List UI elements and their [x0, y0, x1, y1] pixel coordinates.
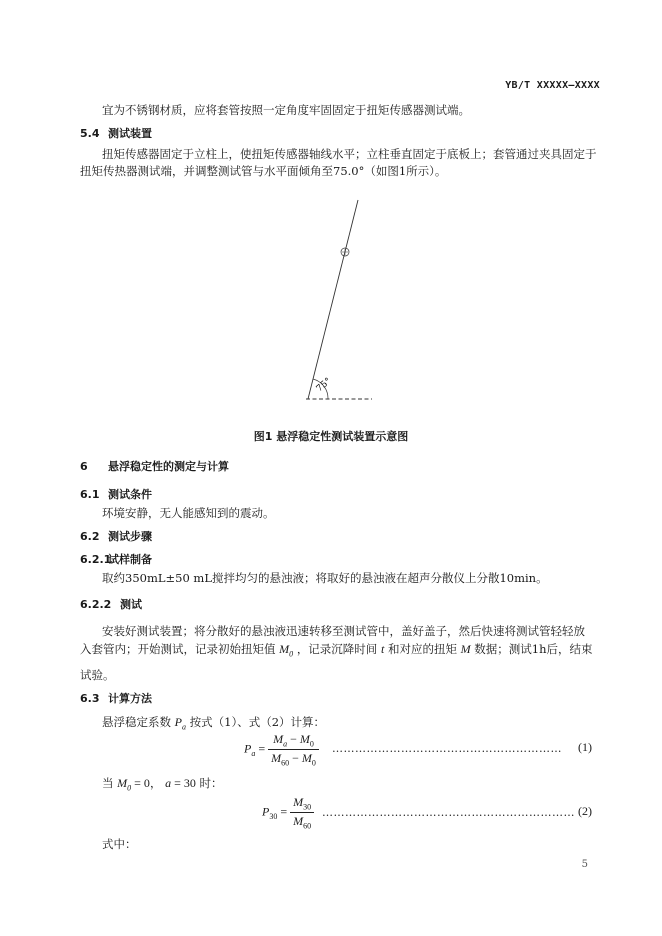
s622-line2: 入套管内；开始测试，记录初始扭矩值 $M_0$ ，记录沉降时间 t 和对应的扭矩 M 数据；测试1h后，结束 — [80, 642, 593, 659]
standard-code-header: YB/T XXXXX—XXXX — [505, 80, 600, 91]
var-m: M — [460, 642, 471, 656]
formula-1-label: (1) — [578, 740, 592, 754]
section-title: 测试 — [120, 598, 142, 611]
s63-intro: 悬浮稳定系数 $P_a$ 按式（1）、式（2）计算： — [102, 715, 326, 732]
formula-2: $P_{30}$ = $\frac{M_{30}}{M_{60}}$ — [262, 795, 314, 831]
section-6-1-heading — [80, 486, 152, 502]
angle-label: 75° — [314, 376, 334, 395]
section-number: 6 — [80, 460, 88, 473]
s54-text-line1: 扭矩传感器固定于立柱上，使扭矩传感器轴线水平；立柱垂直固定于底板上；套管通过夹具固定于 — [102, 147, 597, 161]
section-number: 6.3 — [80, 692, 100, 705]
section-6-2-2-heading — [80, 596, 142, 612]
paragraph-continuation: 宜为不锈钢材质，应将套管按照一定角度牢固固定于扭矩传感器测试端。 — [102, 103, 470, 117]
section-6-heading — [80, 458, 229, 474]
test-apparatus-figure — [300, 195, 380, 410]
var-pa: $P_a$ — [174, 715, 186, 732]
formula-1: $P_a$ = $\frac{M_a - M_0}{M_{60} - M_0}$ — [244, 732, 319, 768]
section-number: 6.2 — [80, 530, 100, 543]
formula-1-leader: …………………………………………………… — [332, 742, 562, 755]
section-6-2-1-heading — [80, 551, 152, 567]
s622-line1: 安装好测试装置；将分散好的悬浊液迅速转移至测试管中，盖好盖子，然后快速将测试管轻轻放 — [102, 624, 585, 638]
section-title: 试样制备 — [108, 553, 152, 566]
section-title: 计算方法 — [108, 692, 152, 705]
section-title: 悬浮稳定性的测定与计算 — [108, 460, 229, 473]
section-5-4-heading — [80, 125, 152, 141]
where-label: 式中： — [102, 837, 137, 851]
page-number: 5 — [581, 859, 588, 870]
section-title: 测试条件 — [108, 488, 152, 501]
section-6-2-heading — [80, 528, 152, 544]
var-t: t — [380, 642, 385, 656]
section-number: 6.1 — [80, 488, 100, 501]
formula-2-label: (2) — [578, 804, 592, 818]
condition-line: 当 $M_0 = 0$， a = 30 时： — [102, 776, 223, 793]
section-title: 测试步骤 — [108, 530, 152, 543]
formula-1-fraction: $\frac{M_a - M_0}{M_{60} - M_0}$ — [268, 732, 319, 768]
s61-text: 环境安静，无人能感知到的震动。 — [102, 506, 275, 520]
section-title: 测试装置 — [108, 127, 152, 140]
figure-caption: 图1 悬浮稳定性测试装置示意图 — [253, 430, 409, 443]
section-6-3-heading — [80, 690, 152, 706]
section-number: 6.2.1 — [80, 553, 112, 566]
section-number: 5.4 — [80, 127, 100, 140]
test-tube-line — [308, 200, 358, 399]
section-number: 6.2.2 — [80, 598, 112, 611]
formula-2-fraction: $\frac{M_{30}}{M_{60}}$ — [290, 795, 314, 831]
s622-line3: 试验。 — [80, 668, 115, 682]
formula-2-leader: ………………………………………………………… — [322, 806, 575, 819]
s621-text: 取约350mL±50 mL搅拌均匀的悬浊液；将取好的悬浊液在超声分散仪上分散10min。 — [102, 571, 548, 585]
s54-text-line2: 扭矩传热器测试端，并调整测试管与水平面倾角至75.0°（如图1所示）。 — [80, 164, 447, 178]
var-m0: $M_0$ — [279, 642, 294, 659]
